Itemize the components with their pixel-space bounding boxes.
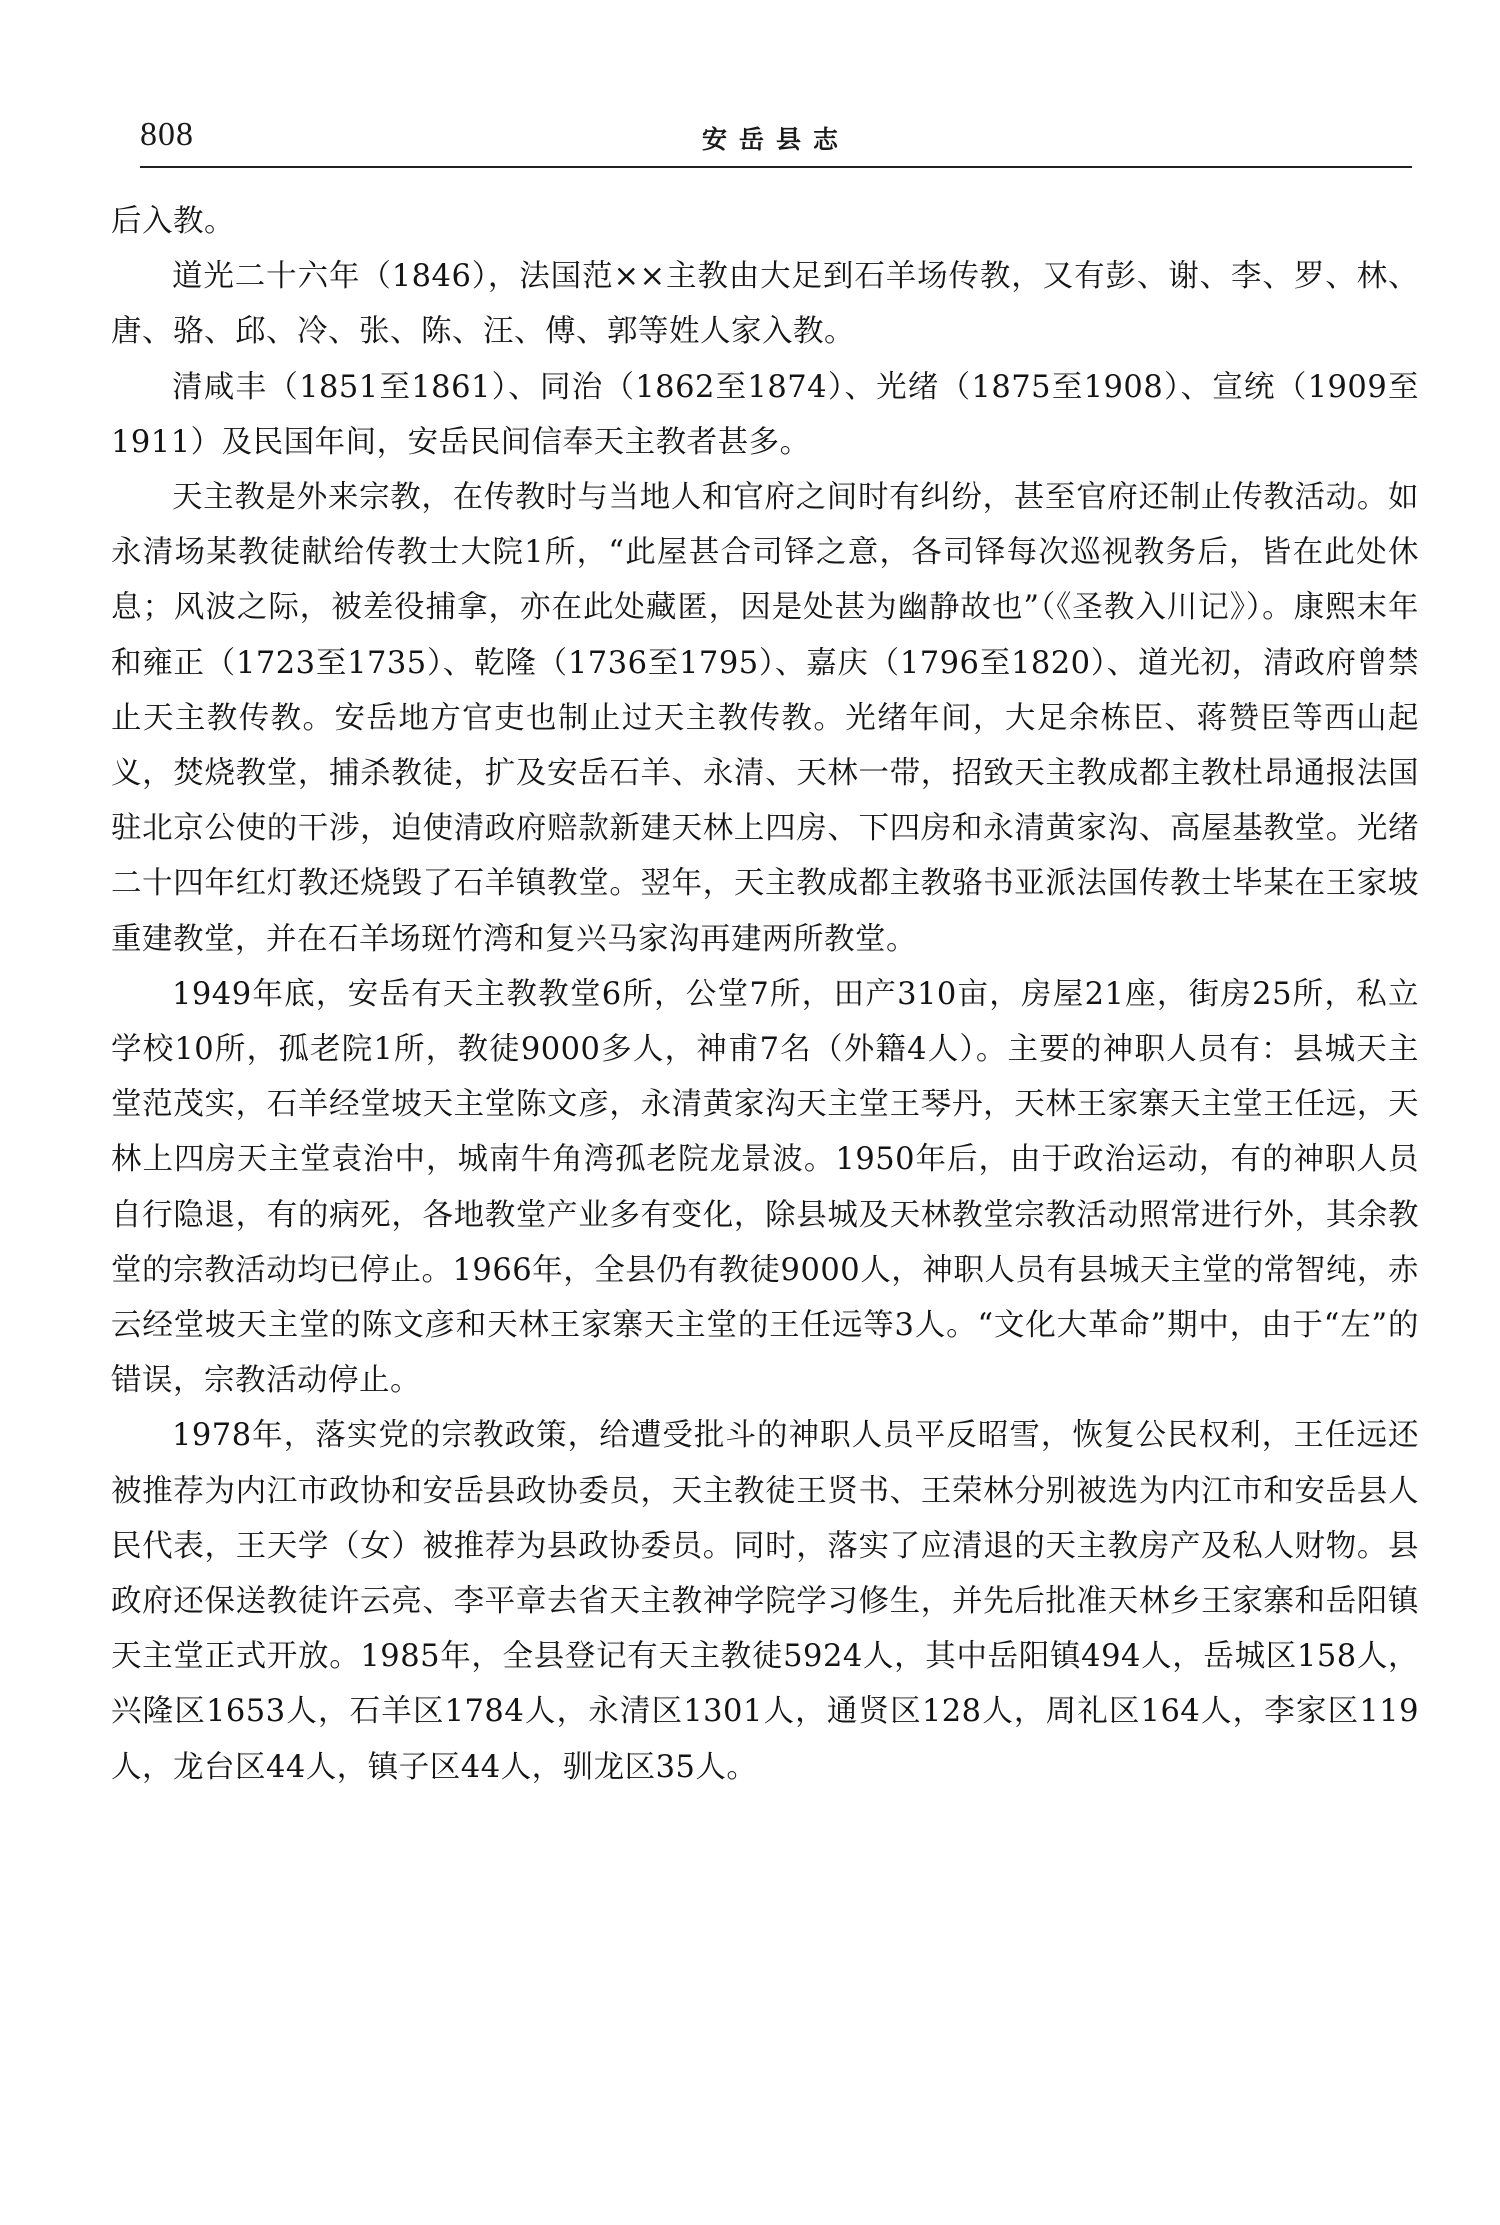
paragraph: 天主教是外来宗教，在传教时与当地人和官府之间时有纠纷，甚至官府还制止传教活动。如永清场某教徒献给传教士大院1所，“此屋甚合司铎之意，各司铎每次巡视教务后，皆在此处休息；风波之际，被差役捕拿，亦在此处藏匿，因是处甚为幽静故也”（《圣教入川记》）。康熙末年和雍正（1723至1735）、乾隆（1736至1795）、嘉庆（1796至1820）、道光初，清政府曾禁止天主教传教。安岳地方官吏也制止过天主教传教。光绪年间，大足余栋臣、蒋赞臣等西山起义，焚烧教堂，捕杀教徒，扩及安岳石羊、永清、天林一带，招致天主教成都主教杜昂通报法国驻北京公使的干涉，迫使清政府赔款新建天林上四房、下四房和永清黄家沟、高屋基教堂。光绪二十四年红灯教还烧毁了石羊镇教堂。翌年，天主教成都主教骆书亚派法国传教士毕某在王家坡重建教堂，并在石羊场斑竹湾和复兴马家沟再建两所教堂。 xyxy=(111,480,1419,957)
header-rule xyxy=(140,166,1412,168)
paragraph: 后入教。 xyxy=(111,204,235,239)
paragraph: 清咸丰（1851至1861）、同治（1862至1874）、光绪（1875至1908）、宣统（1909至1911）及民国年间，安岳民间信奉天主教者甚多。 xyxy=(111,369,1419,460)
paragraph: 1949年底，安岳有天主教教堂6所，公堂7所，田产310亩，房屋21座，街房25所，私立学校10所，孤老院1所，教徒9000多人，神甫7名（外籍4人）。主要的神职人员有：县城天主堂范茂实，石羊经堂坡天主堂陈文彦，永清黄家沟天主堂王琴丹，天林王家寨天主堂王任远，天林上四房天主堂袁治中，城南牛角湾孤老院龙景波。1950年后，由于政治运动，有的神职人员自行隐退，有的病死，各地教堂产业多有变化，除县城及天林教堂宗教活动照常进行外，其余教堂的宗教活动均已停止。1966年，全县仍有教徒9000人，神职人员有县城天主堂的常智纯，赤云经堂坡天主堂的陈文彦和天林王家寨天主堂的王任远等3人。“文化大革命”期中，由于“左”的错误，宗教活动停止。 xyxy=(111,976,1419,1399)
paragraph: 道光二十六年（1846），法国范××主教由大足到石羊场传教，又有彭、谢、李、罗、林、唐、骆、邱、冷、张、陈、汪、傅、郭等姓人家入教。 xyxy=(111,259,1419,350)
paragraph: 1978年，落实党的宗教政策，给遭受批斗的神职人员平反昭雪，恢复公民权利，王任远还被推荐为内江市政协和安岳县政协委员，天主教徒王贤书、王荣林分别被选为内江市和安岳县人民代表，王天学（女）被推荐为县政协委员。同时，落实了应清退的天主教房产及私人财物。县政府还保送教徒许云亮、李平章去省天主教神学院学习修生，并先后批准天林乡王家寨和岳阳镇天主堂正式开放。1985年，全县登记有天主教徒5924人，其中岳阳镇494人，岳城区158人，兴隆区1653人，石羊区1784人，永清区1301人，通贤区128人，周礼区164人，李家区119人，龙台区44人，镇子区44人，驯龙区35人。 xyxy=(111,1418,1419,1785)
body-text xyxy=(111,194,1419,1795)
page-header xyxy=(140,108,1412,168)
running-title: 安岳县志 xyxy=(701,125,850,154)
page-number: 808 xyxy=(140,116,194,153)
